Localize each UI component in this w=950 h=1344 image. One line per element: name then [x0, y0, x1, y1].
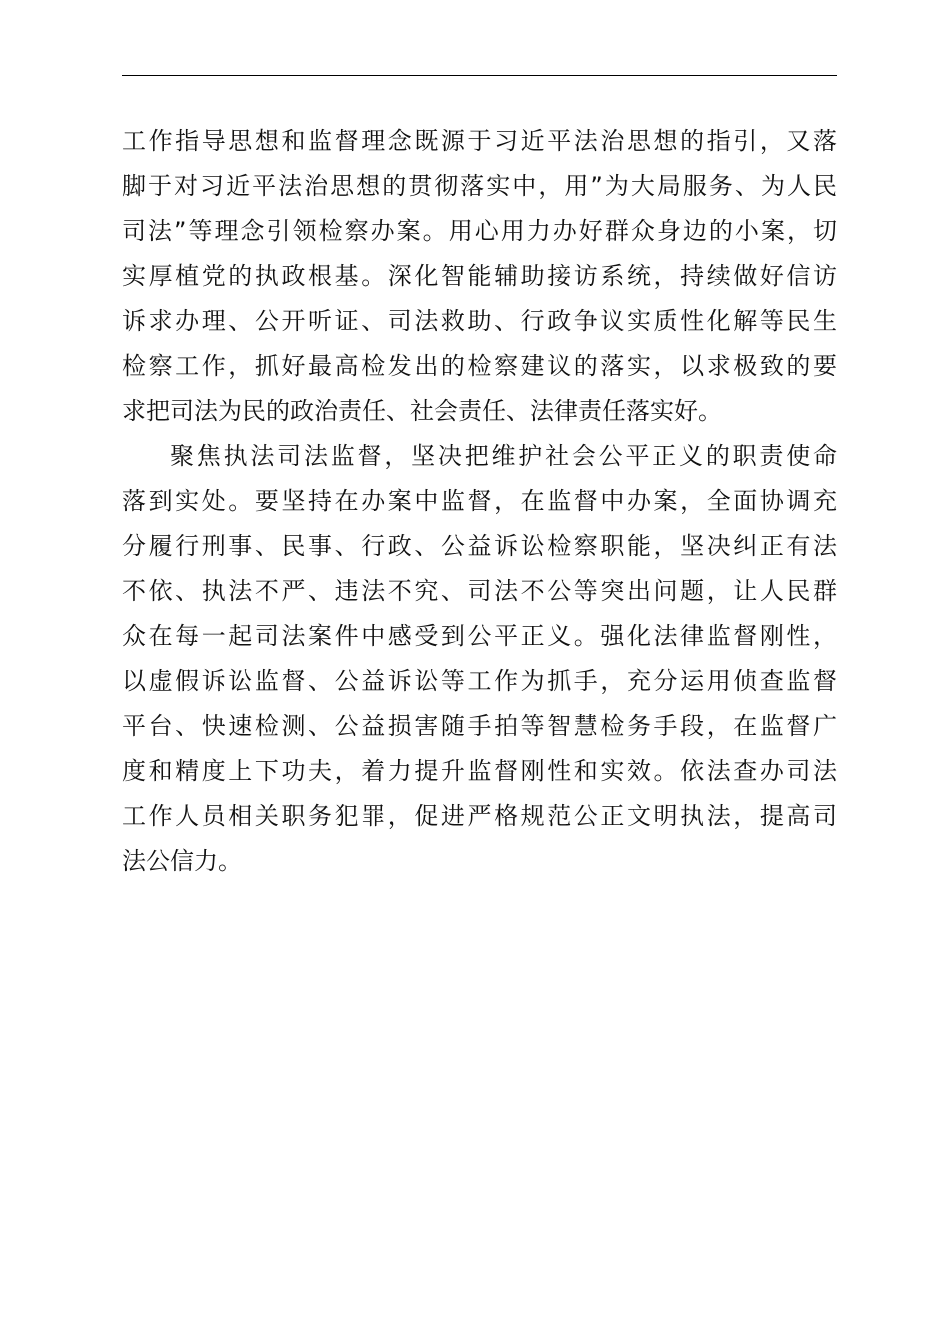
- text-line: 检察工作，抓好最高检发出的检察建议的落实，以求极致的要: [122, 352, 837, 380]
- text-line: 以虚假诉讼监督、公益诉讼等工作为抓手，充分运用侦查监督: [122, 667, 837, 695]
- text-line: 度和精度上下功夫，着力提升监督刚性和实效。依法查办司法: [122, 757, 837, 785]
- text-line: 落到实处。要坚持在办案中监督，在监督中办案，全面协调充: [122, 487, 837, 515]
- text-line: 法公信力。: [122, 847, 242, 875]
- text-line: 诉求办理、公开听证、司法救助、行政争议实质性化解等民生: [122, 307, 837, 335]
- text-line: 工作指导思想和监督理念既源于习近平法治思想的指引，又落: [122, 127, 837, 155]
- text-line: 实厚植党的执政根基。深化智能辅助接访系统，持续做好信访: [122, 262, 837, 290]
- header-rule: [122, 75, 837, 76]
- text-line: 求把司法为民的政治责任、社会责任、法律责任落实好。: [122, 397, 722, 425]
- text-line: 司法”等理念引领检察办案。用心用力办好群众身边的小案，切: [122, 217, 837, 245]
- text-line: 不依、执法不严、违法不究、司法不公等突出问题，让人民群: [122, 577, 837, 605]
- text-line: 脚于对习近平法治思想的贯彻落实中，用”为大局服务、为人民: [122, 172, 837, 200]
- text-line: 聚焦执法司法监督，坚决把维护社会公平正义的职责使命: [170, 442, 837, 470]
- text-line: 工作人员相关职务犯罪，促进严格规范公正文明执法，提高司: [122, 802, 837, 830]
- text-line: 分履行刑事、民事、行政、公益诉讼检察职能，坚决纠正有法: [122, 532, 837, 560]
- text-line: 平台、快速检测、公益损害随手拍等智慧检务手段，在监督广: [122, 712, 837, 740]
- text-line: 众在每一起司法案件中感受到公平正义。强化法律监督刚性，: [122, 622, 837, 650]
